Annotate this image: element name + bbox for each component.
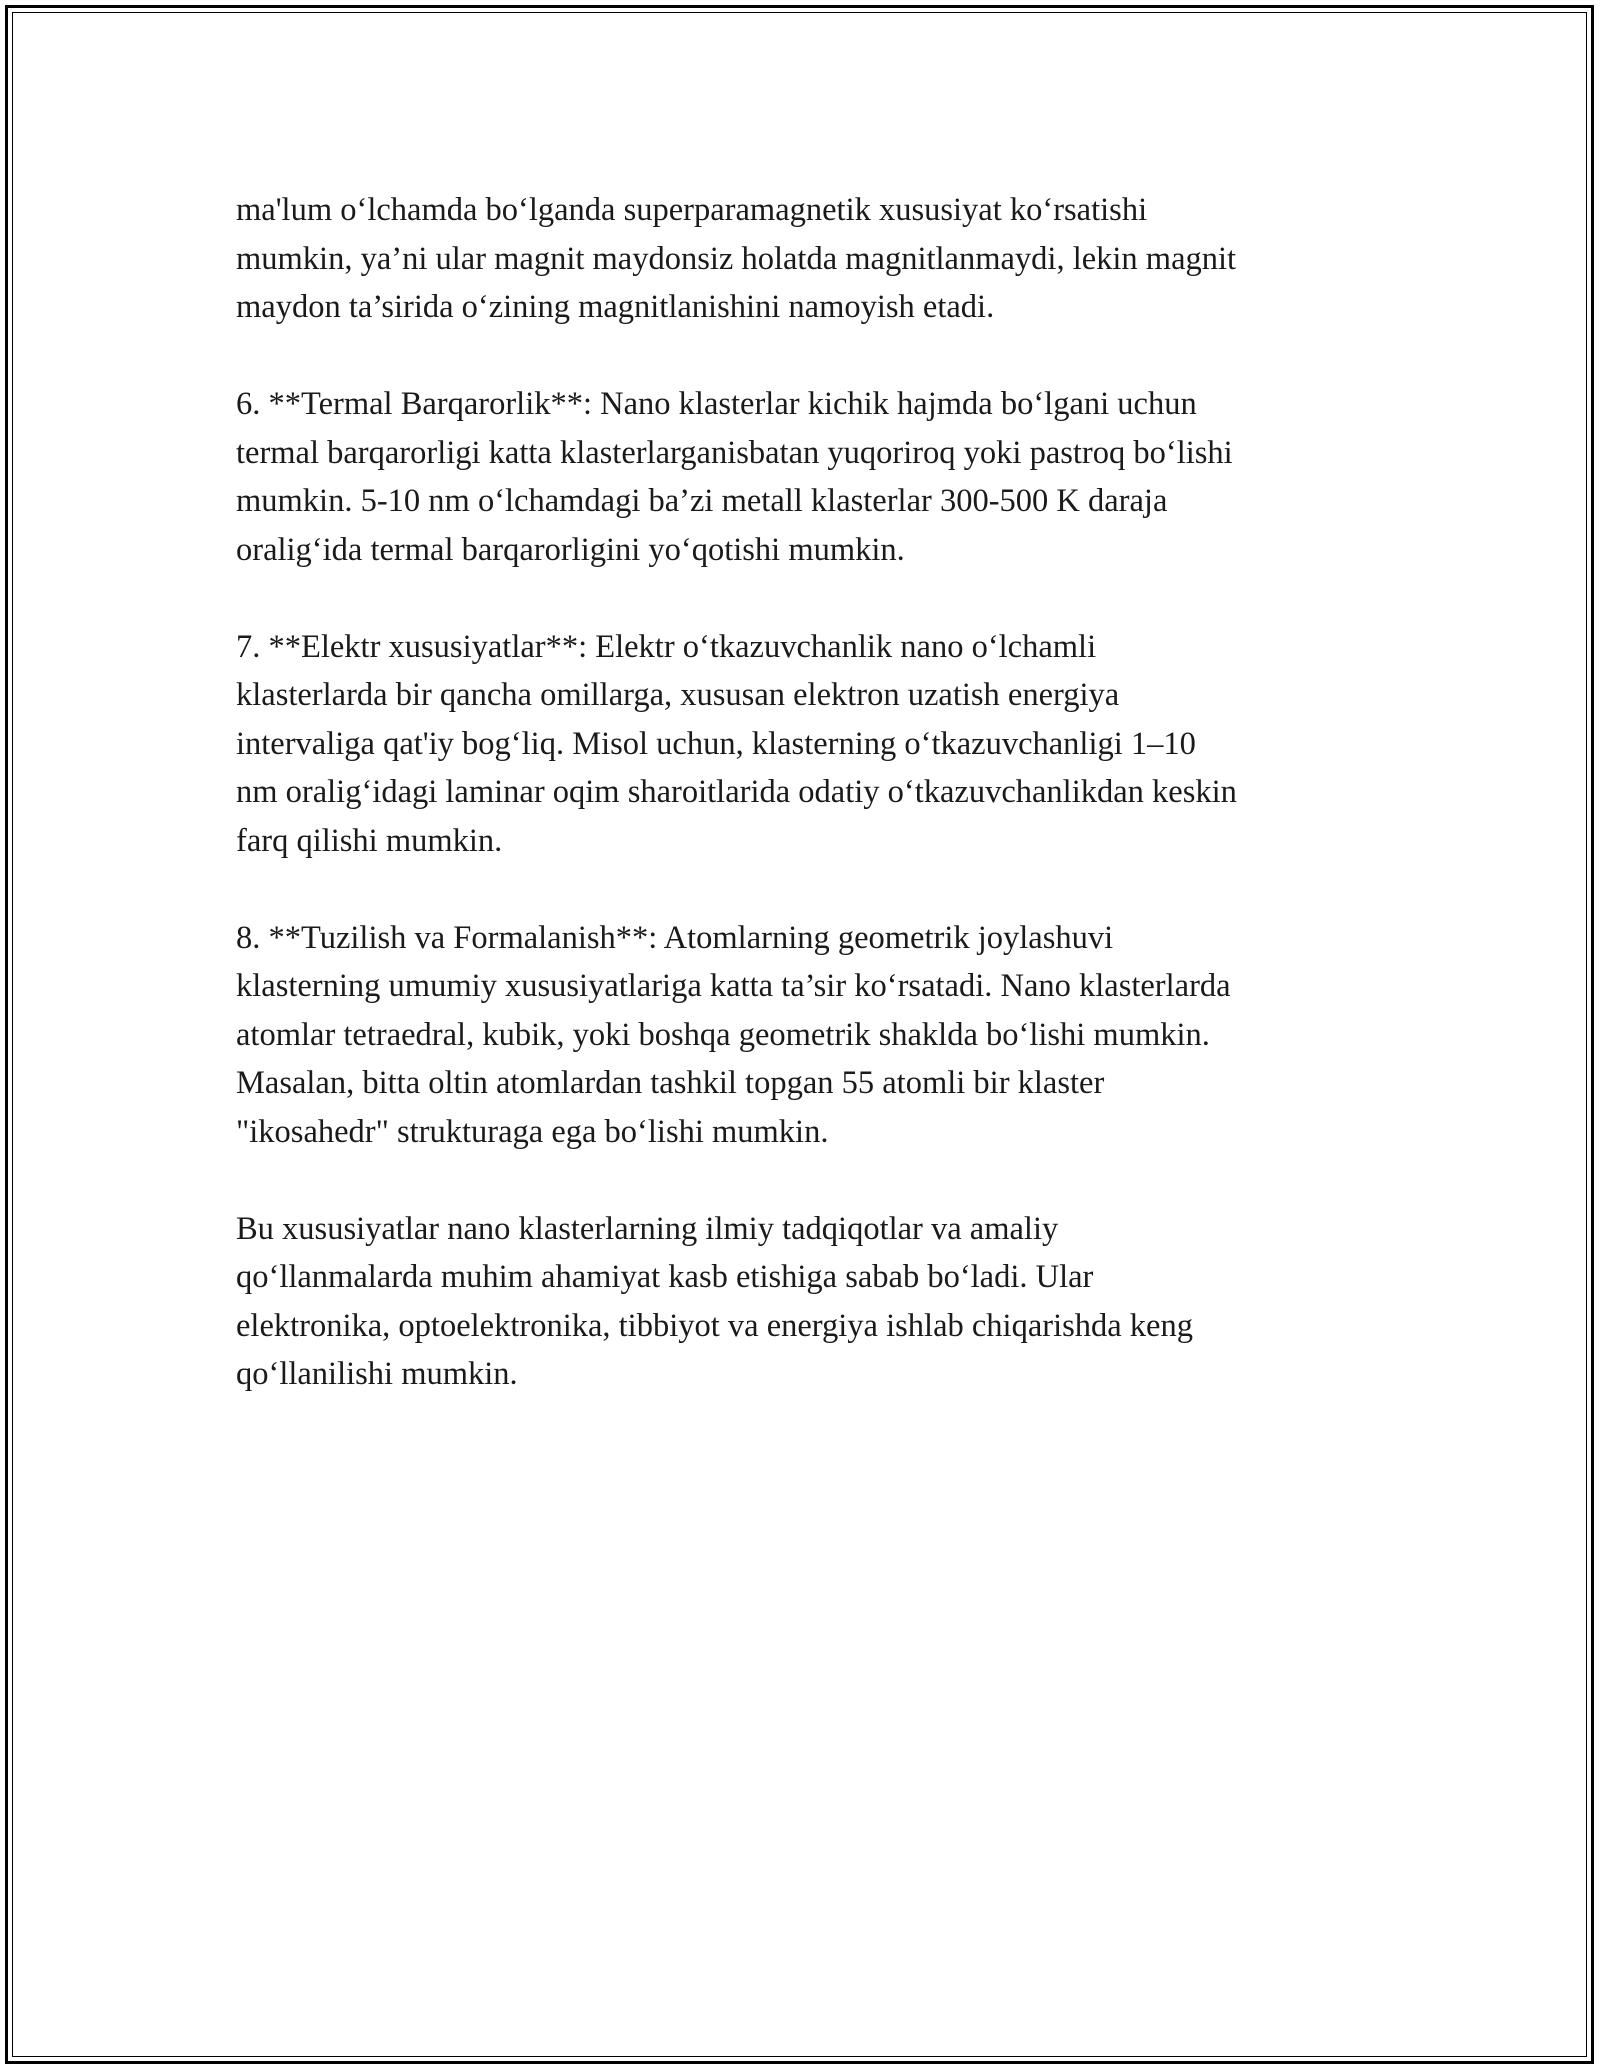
text-line: 8. **Tuzilish va Formalanish**: Atomlarning geometrik joylashuvi [236, 919, 1114, 956]
text-line: elektronika, optoelektronika, tibbiyot va energiya ishlab chiqarishda keng [236, 1307, 1193, 1344]
paragraph-thermal-stability [236, 380, 1386, 574]
document-body [236, 186, 1386, 1447]
text-line: klasterlarda bir qancha omillarga, xususan elektron uzatish energiya [236, 677, 1120, 713]
text-line: 7. **Elektr xususiyatlar**: Elektr o‘tkazuvchanlik nano o‘lchamli [236, 628, 1097, 665]
text-line: mumkin, ya’ni ular magnit maydonsiz holatda magnitlanmaydi, lekin magnit [236, 240, 1237, 277]
text-line: intervaliga qat'iy bog‘liq. Misol uchun, klasterning o‘tkazuvchanligi 1–10 [236, 725, 1196, 762]
paragraph-magnetic-continued [236, 186, 1386, 332]
text-line: Masalan, bitta oltin atomlardan tashkil topgan 55 atomli bir klaster [236, 1065, 1105, 1101]
text-line: qo‘llanilishi mumkin. [236, 1356, 518, 1392]
text-line: ma'lum o‘lchamda bo‘lganda superparamagnetik xususiyat ko‘rsatishi [236, 192, 1148, 228]
text-line: termal barqarorligi katta klasterlarganisbatan yuqoriroq yoki pastroq bo‘lishi [236, 434, 1233, 471]
text-line: klasterning umumiy xususiyatlariga katta ta’sir ko‘rsatadi. Nano klasterlarda [236, 968, 1231, 1004]
text-line: mumkin. 5-10 nm o‘lchamdagi ba’zi metall klasterlar 300-500 K daraja [236, 483, 1168, 519]
text-line: Bu xususiyatlar nano klasterlarning ilmiy tadqiqotlar va amaliy [236, 1210, 1059, 1247]
text-line: atomlar tetraedral, kubik, yoki boshqa geometrik shaklda bo‘lishi mumkin. [236, 1016, 1210, 1053]
text-line: maydon ta’sirida o‘zining magnitlanishini namoyish etadi. [236, 289, 995, 325]
text-line: "ikosahedr" strukturaga ega bo‘lishi mumkin. [236, 1113, 829, 1150]
text-line: 6. **Termal Barqarorlik**: Nano klasterlar kichik hajmda bo‘lgani uchun [236, 386, 1197, 422]
text-line: farq qilishi mumkin. [236, 822, 503, 859]
paragraph-conclusion [236, 1205, 1386, 1399]
text-line: oralig‘ida termal barqarorligini yo‘qotishi mumkin. [236, 531, 905, 568]
paragraph-structure-formation [236, 914, 1386, 1157]
text-line: qo‘llanmalarda muhim ahamiyat kasb etishiga sabab bo‘ladi. Ular [236, 1259, 1094, 1295]
paragraph-electric-properties [236, 623, 1386, 866]
text-line: nm oralig‘idagi laminar oqim sharoitlarida odatiy o‘tkazuvchanlikdan keskin [236, 774, 1237, 810]
